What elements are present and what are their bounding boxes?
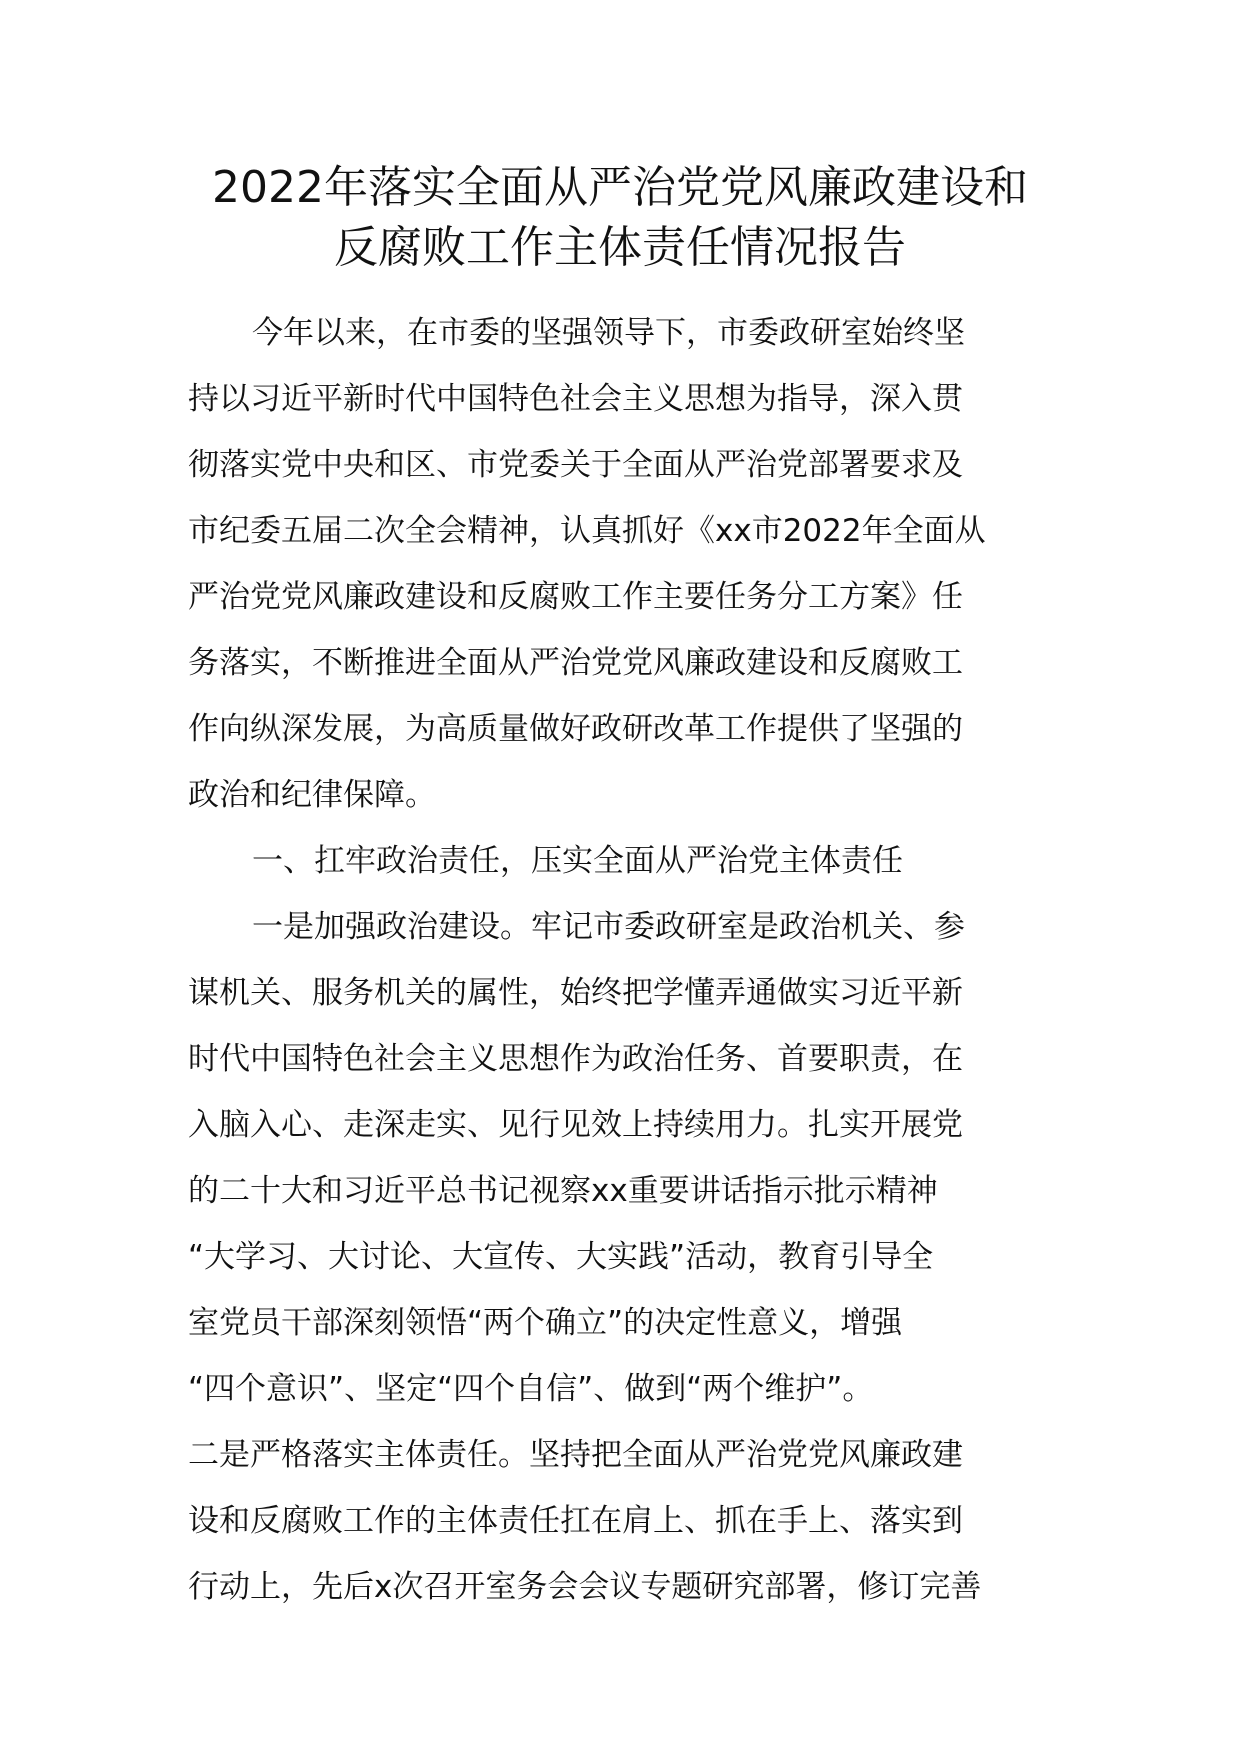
paragraph-intro-line: 务落实，不断推进全面从严治党党风廉政建设和反腐败工 [188, 645, 963, 681]
paragraph-intro-line: 作向纵深发展，为高质量做好政研改革工作提供了坚强的 [188, 711, 963, 747]
paragraph-section1-line: 时代中国特色社会主义思想作为政治任务、首要职责，在 [188, 1041, 963, 1077]
paragraph-section1-line: 行动上，先后x次召开室务会会议专题研究部署，修订完善 [188, 1569, 982, 1605]
paragraph-section1-line: 的二十大和习近平总书记视察xx重要讲话指示批示精神 [188, 1173, 938, 1209]
paragraph-section1-line: “大学习、大讨论、大宣传、大实践”活动，教育引导全 [188, 1239, 934, 1275]
paragraph-intro-line: 严治党党风廉政建设和反腐败工作主要任务分工方案》任 [188, 579, 963, 615]
paragraph-section1-line: 二是严格落实主体责任。坚持把全面从严治党党风廉政建 [188, 1437, 963, 1473]
paragraph-intro-line: 今年以来，在市委的坚强领导下，市委政研室始终坚 [252, 315, 965, 351]
paragraph-section1-line: 一是加强政治建设。牢记市委政研室是政治机关、参 [252, 909, 965, 945]
paragraph-section1-line: 室党员干部深刻领悟“两个确立”的决定性意义，增强 [188, 1305, 903, 1341]
document-body [188, 300, 1056, 1620]
paragraph-section1-line: “四个意识”、坚定“四个自信”、做到“两个维护”。 [188, 1371, 874, 1407]
paragraph-intro-line: 彻落实党中央和区、市党委关于全面从严治党部署要求及 [188, 447, 963, 483]
section-heading-1: 一、扛牢政治责任，压实全面从严治党主体责任 [252, 843, 903, 879]
paragraph-intro-line: 政治和纪律保障。 [188, 777, 436, 813]
title-line-2: 反腐败工作主体责任情况报告 [334, 222, 906, 273]
paragraph-section1-line: 入脑入心、走深走实、见行见效上持续用力。扎实开展党 [188, 1107, 963, 1143]
paragraph-section1-line: 设和反腐败工作的主体责任扛在肩上、抓在手上、落实到 [188, 1503, 963, 1539]
paragraph-intro-line: 持以习近平新时代中国特色社会主义思想为指导，深入贯 [188, 381, 963, 417]
title-line-1: 2022年落实全面从严治党党风廉政建设和 [212, 162, 1028, 213]
document-title [150, 158, 1090, 278]
paragraph-intro-line: 市纪委五届二次全会精神，认真抓好《xx市2022年全面从 [188, 513, 986, 549]
paragraph-section1-line: 谋机关、服务机关的属性，始终把学懂弄通做实习近平新 [188, 975, 963, 1011]
